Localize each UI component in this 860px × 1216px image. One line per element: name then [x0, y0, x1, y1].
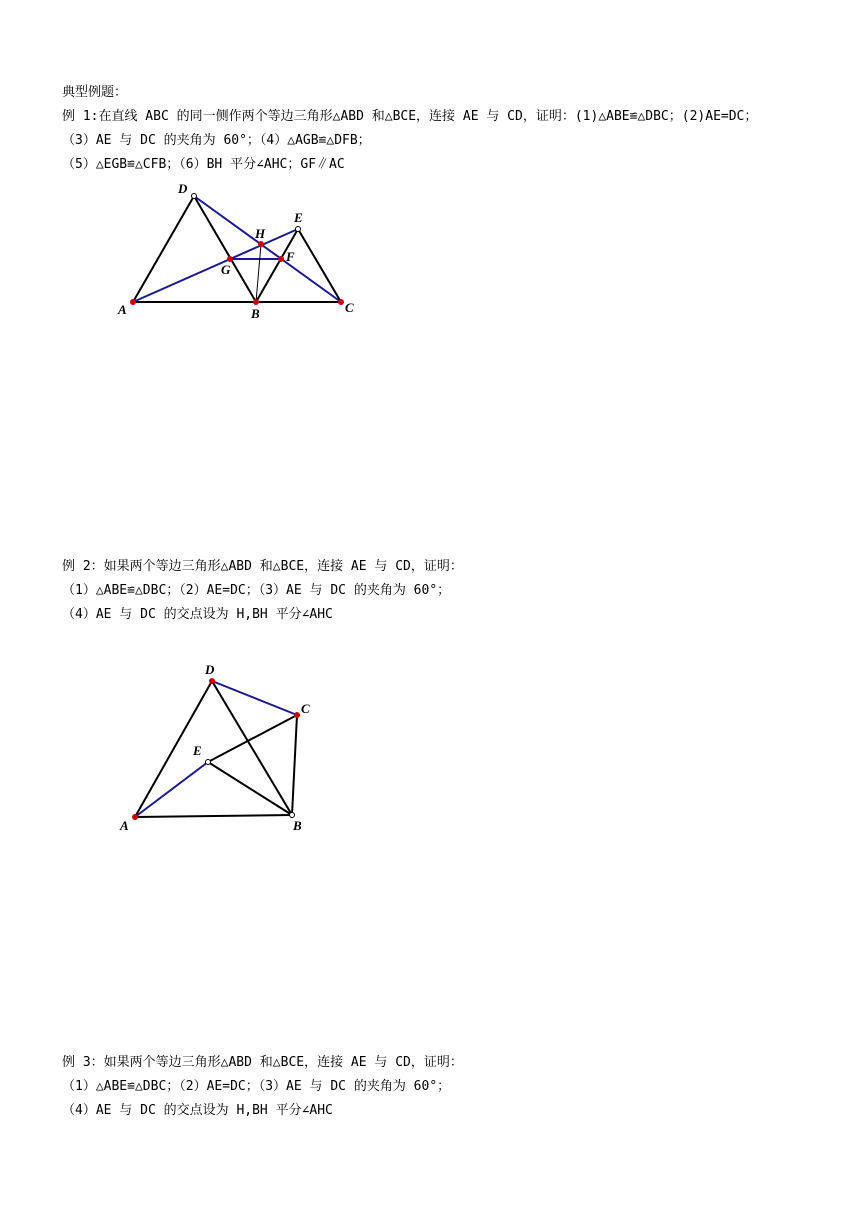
point-F — [278, 256, 284, 262]
heading: 典型例题： — [62, 85, 128, 100]
segment-CB — [292, 715, 297, 815]
segment-DC — [194, 196, 341, 302]
label-H: H — [255, 226, 266, 241]
label-A: A — [118, 302, 127, 317]
example-3-line-2: （1）△ABE≌△DBC；（2）AE=DC；（3）AE 与 DC 的夹角为 60°； — [62, 1079, 451, 1094]
segment-DB — [212, 681, 292, 815]
example-3-line-1: 例 3：如果两个等边三角形△ABD 和△BCE，连接 AE 与 CD，证明： — [62, 1055, 463, 1070]
label-C: C — [345, 300, 354, 315]
label-D: D — [178, 181, 188, 196]
label-G: G — [221, 262, 231, 277]
label-C: C — [301, 701, 310, 716]
segment-EC — [208, 715, 297, 762]
label-D: D — [205, 662, 215, 677]
point-A — [130, 299, 136, 305]
point-A — [132, 814, 138, 820]
point-B — [253, 299, 259, 305]
example-2-line-2: （1）△ABE≌△DBC；（2）AE=DC；（3）AE 与 DC 的夹角为 60°； — [62, 583, 451, 598]
segment-DB — [194, 196, 256, 302]
point-C — [338, 299, 344, 305]
point-D — [209, 678, 215, 684]
point-E — [296, 227, 301, 232]
example-1-line-3: （5）△EGB≌△CFB；（6）BH 平分∠AHC；GF∥AC — [62, 157, 345, 172]
segment-EB — [208, 762, 292, 815]
example-1-line-2: （3）AE 与 DC 的夹角为 60°；（4）△AGB≌△DFB； — [62, 133, 371, 148]
example-2-line-3: （4）AE 与 DC 的交点设为 H,BH 平分∠AHC — [62, 607, 333, 622]
example-1-figure — [0, 0, 860, 340]
point-C — [294, 712, 300, 718]
segment-AD — [133, 196, 194, 302]
example-1-line-1: 例 1:在直线 ABC 的同一侧作两个等边三角形△ABD 和△BCE，连接 AE 与 CD，证明：(1)△ABE≌△DBC；(2)AE=DC； — [62, 109, 758, 124]
segment-AB — [135, 815, 292, 817]
example-2-line-1: 例 2：如果两个等边三角形△ABD 和△BCE，连接 AE 与 CD，证明： — [62, 559, 463, 574]
label-E: E — [294, 210, 303, 225]
segment-AE — [133, 229, 298, 302]
segment-AE — [135, 762, 208, 817]
point-D — [192, 194, 197, 199]
point-B — [290, 813, 295, 818]
segment-EC — [298, 229, 341, 302]
point-H — [258, 241, 264, 247]
label-E: E — [193, 743, 202, 758]
example-2-figure — [0, 640, 860, 850]
example-3-line-3: （4）AE 与 DC 的交点设为 H,BH 平分∠AHC — [62, 1103, 333, 1118]
label-B: B — [293, 818, 302, 833]
label-F: F — [286, 249, 295, 264]
label-A: A — [120, 818, 129, 833]
label-B: B — [251, 306, 260, 321]
point-E — [206, 760, 211, 765]
segment-DC — [212, 681, 297, 715]
